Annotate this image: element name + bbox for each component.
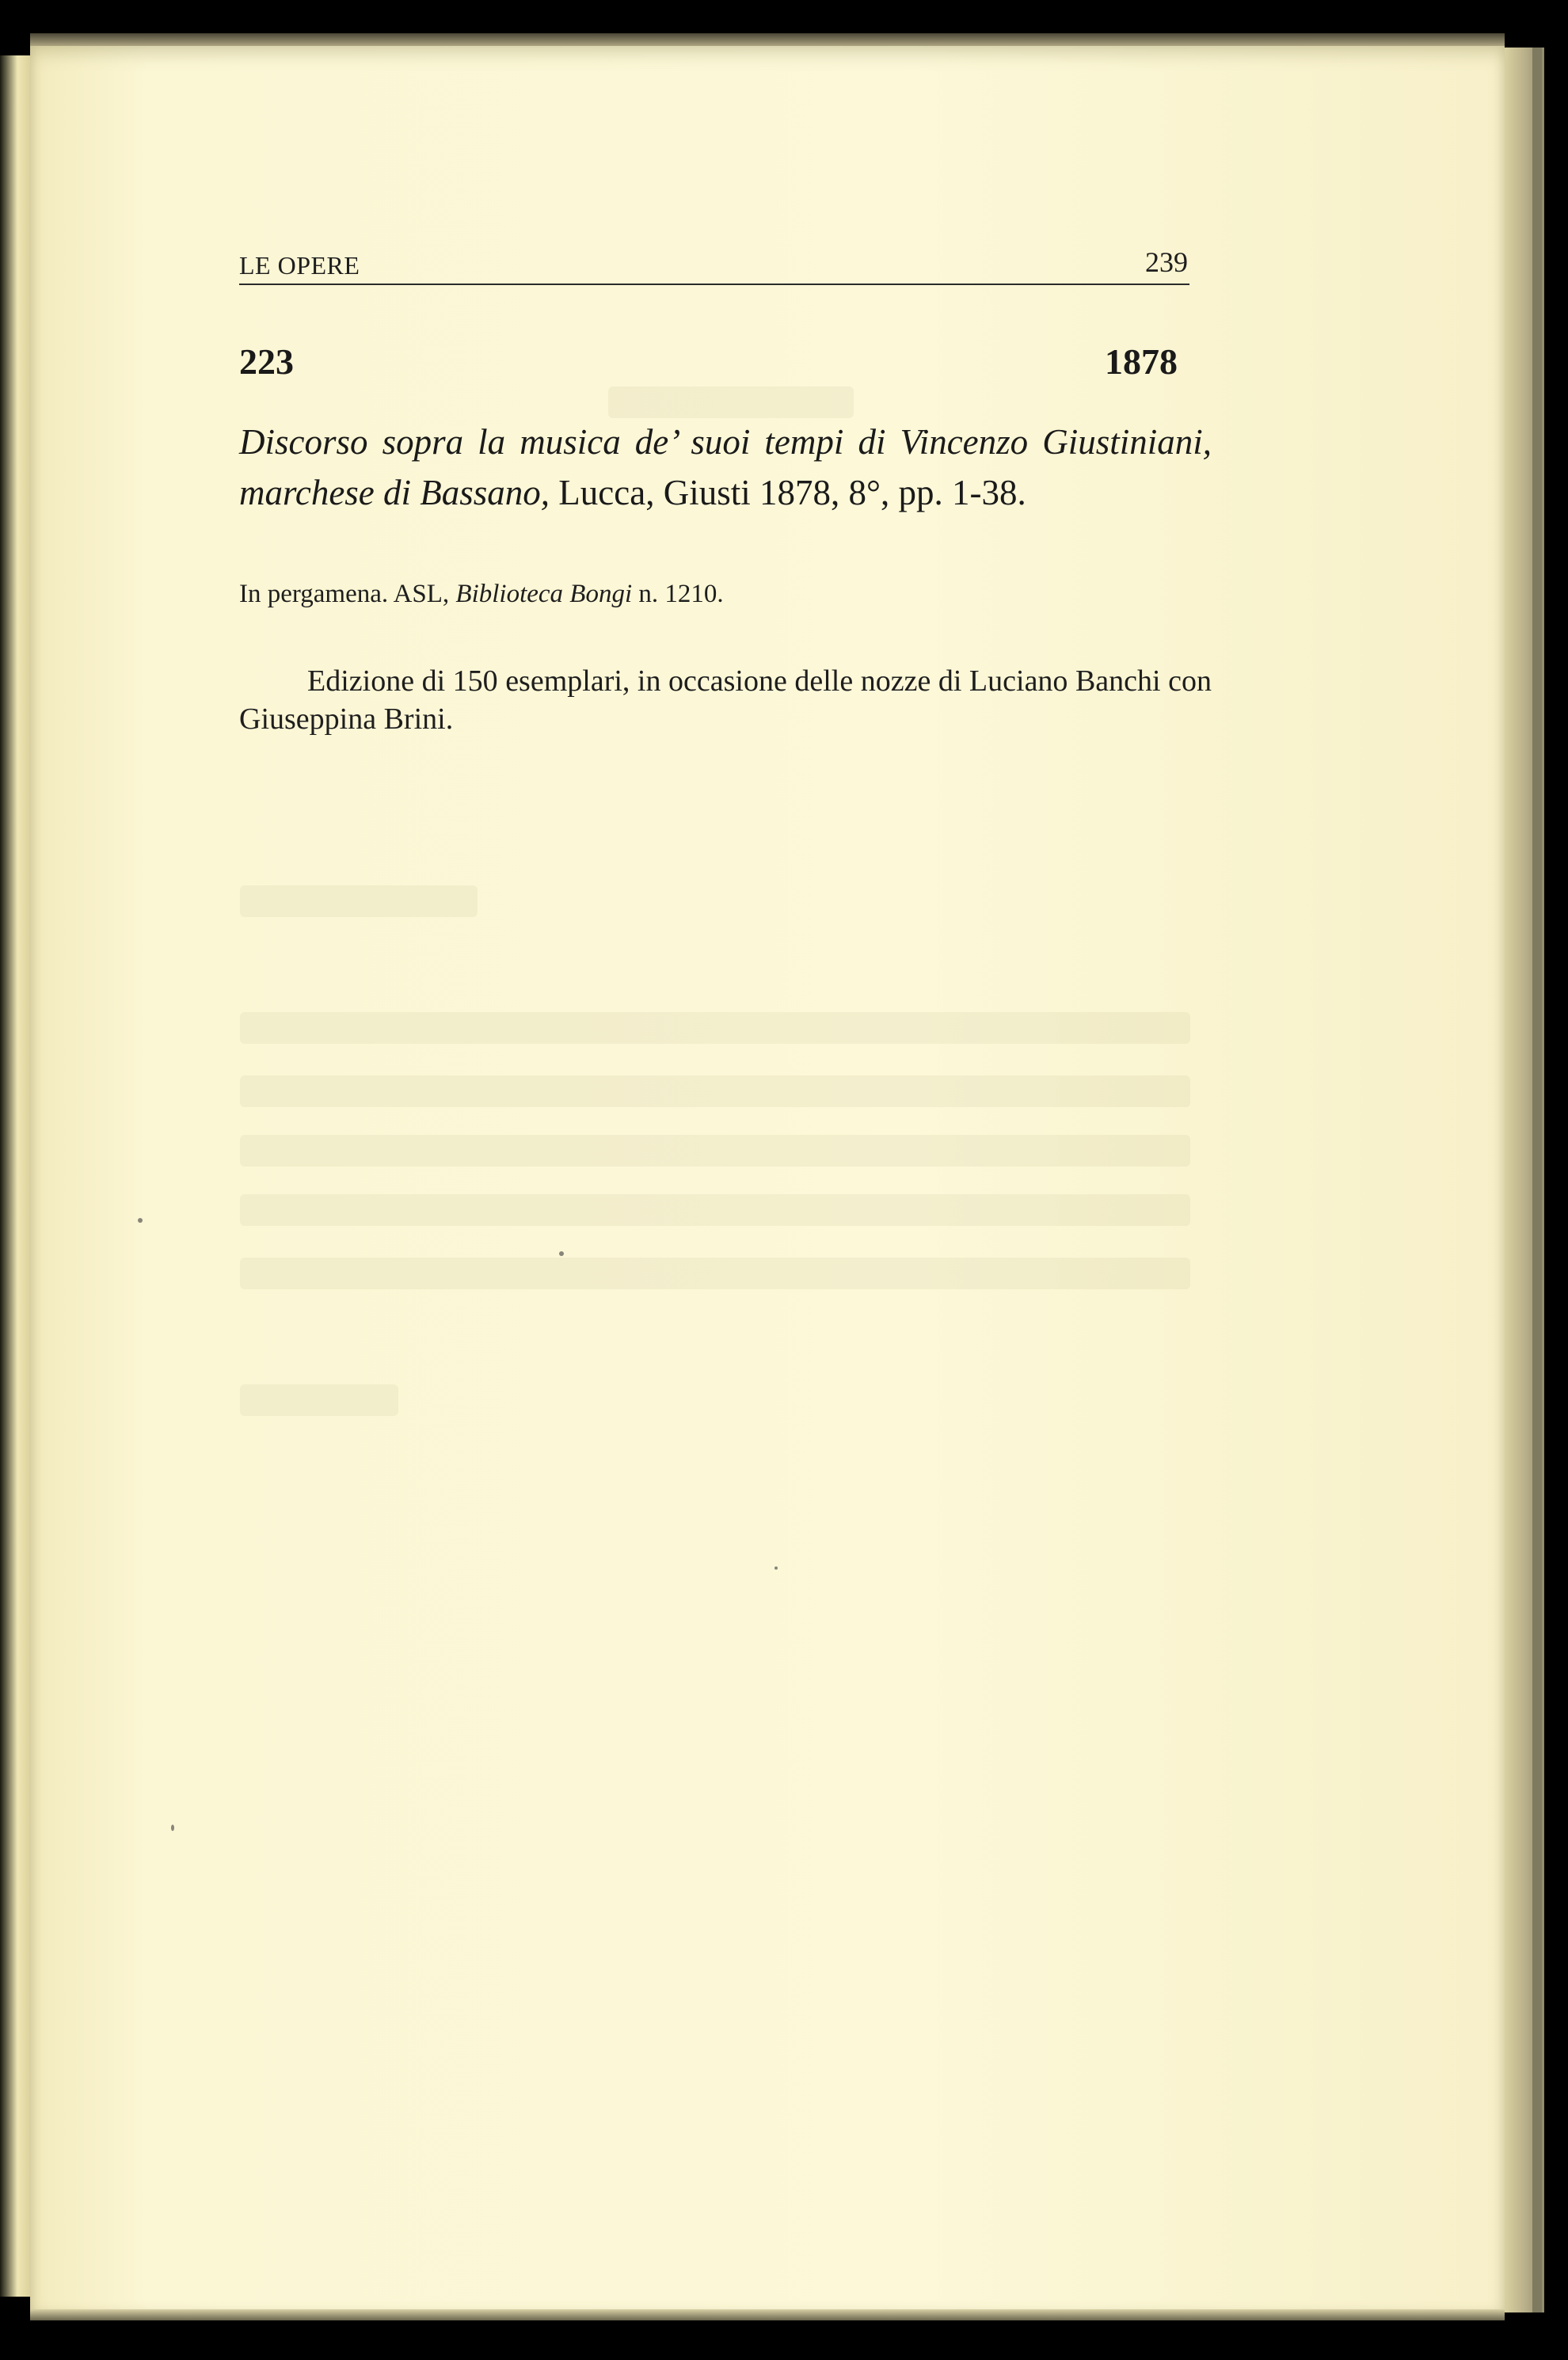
- holding-suffix: n. 1210.: [632, 580, 724, 608]
- show-through-mark: [240, 1075, 1190, 1107]
- show-through-mark: [240, 1012, 1190, 1044]
- running-header: [239, 242, 1189, 285]
- holding-collection: Biblioteca Bongi: [455, 580, 633, 608]
- work-title: Discorso sopra la musica de’ suoi tempi di Vincenzo Giustiniani, marchese di Bassano,: [239, 422, 1212, 512]
- paper-speck: [774, 1566, 778, 1570]
- running-title: LE OPERE: [239, 251, 360, 280]
- show-through-mark: [240, 1384, 398, 1416]
- show-through-mark: [240, 1258, 1190, 1289]
- show-through-mark: [240, 885, 478, 917]
- entry-year: 1878: [1105, 341, 1178, 382]
- edition-note: [239, 662, 1212, 738]
- entry-heading: [239, 341, 1178, 388]
- page-bottom-shadow: [30, 2309, 1505, 2320]
- show-through-mark: [240, 1135, 1190, 1167]
- paper-speck: [138, 1218, 143, 1223]
- publication-details: Lucca, Giusti 1878, 8°, pp. 1-38.: [550, 473, 1026, 512]
- previous-page-edge: [0, 55, 32, 2297]
- paper-speck: [171, 1825, 174, 1831]
- paper-speck: [559, 1251, 564, 1256]
- page-number: 239: [1145, 246, 1188, 278]
- bibliographic-citation: [239, 417, 1212, 518]
- show-through-mark: [240, 1194, 1190, 1226]
- show-through-mark: [608, 386, 854, 418]
- holding-info: [239, 577, 1212, 611]
- edition-note-text: Edizione di 150 esemplari, in occasione delle nozze di Luciano Banchi con Giuseppina Brini.: [239, 664, 1212, 736]
- holding-prefix: In pergamena. ASL,: [239, 580, 456, 608]
- page-stack-shadow: [1532, 48, 1542, 2312]
- entry-number: 223: [239, 341, 294, 382]
